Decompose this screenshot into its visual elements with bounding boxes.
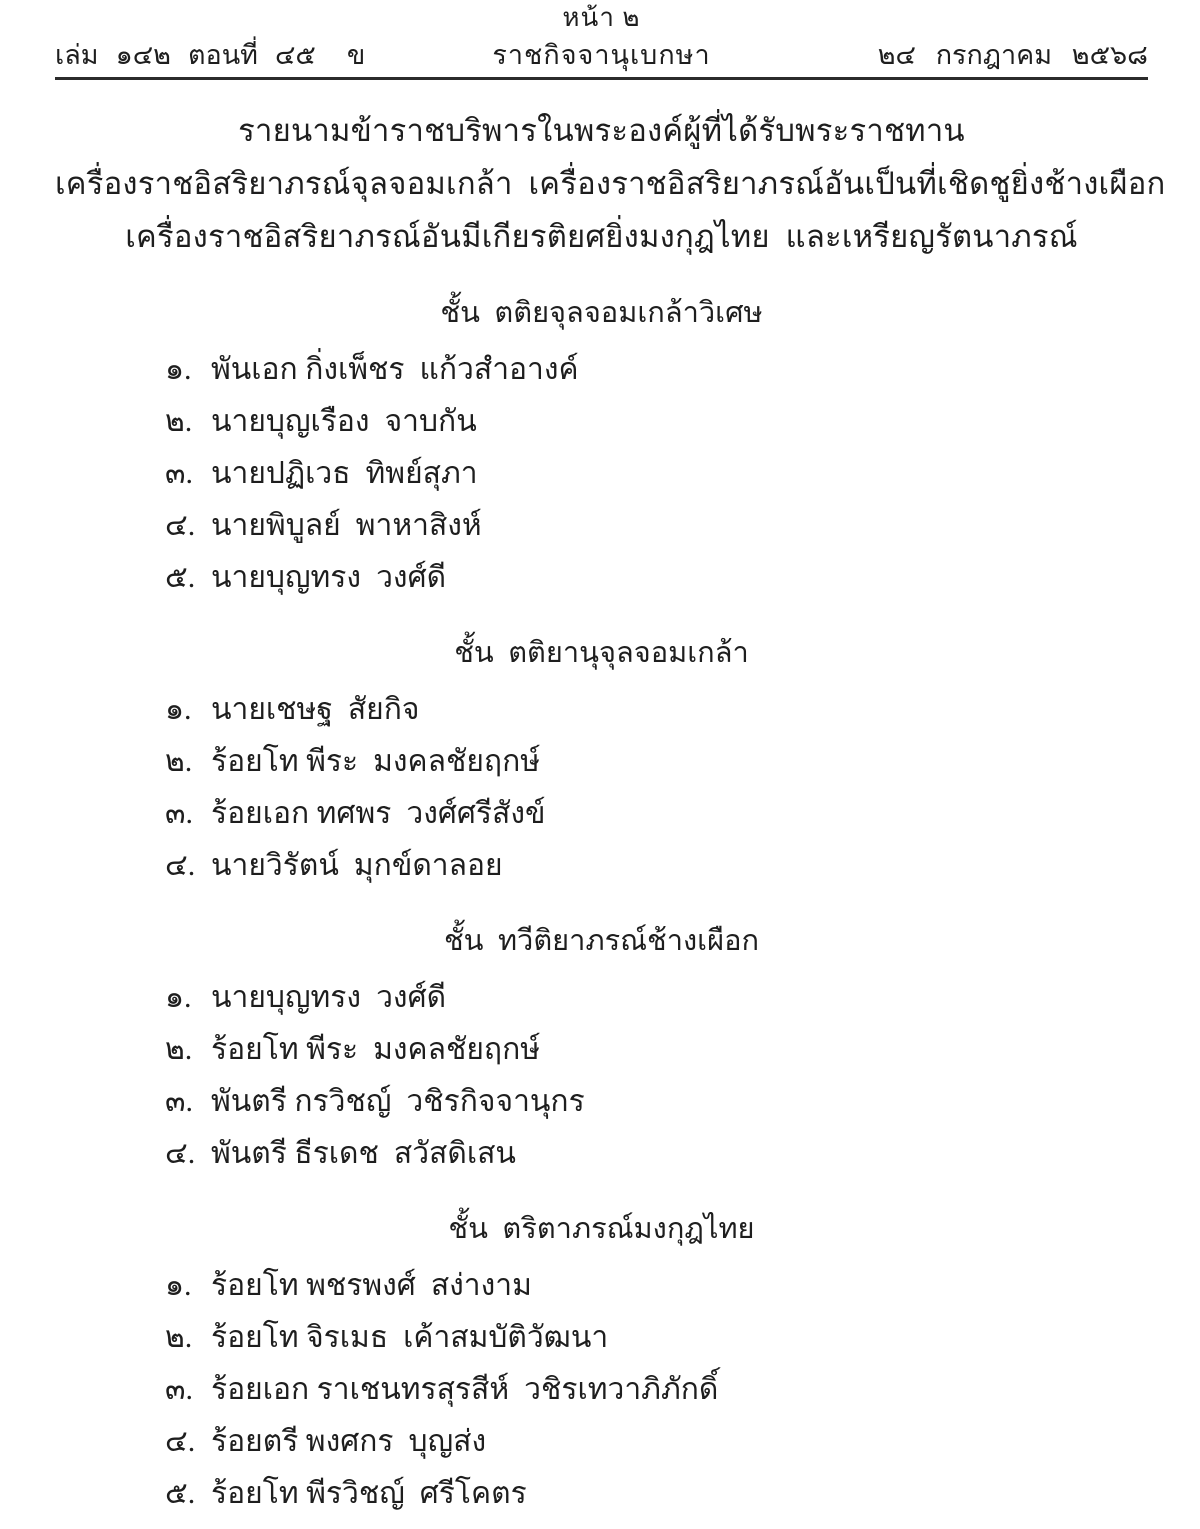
gazette-name: ราชกิจจานุเบกษา	[492, 40, 711, 70]
list-item	[165, 499, 1148, 551]
list-item	[165, 683, 1148, 735]
recipient-name: นายวิรัตน์ มุกข์ดาลอย	[211, 848, 503, 882]
page-number-label: หน้า ๒	[562, 3, 641, 32]
recipient-name: พันเอก กิ่งเพ็ชร แก้วสำอางค์	[211, 352, 579, 386]
masthead	[55, 36, 1148, 74]
recipient-name: ร้อยโท พีระ มงคลชัยฤกษ์	[211, 744, 541, 778]
item-number: ๓.	[165, 1084, 194, 1118]
item-number: ๒.	[165, 1320, 193, 1354]
recipient-name: พันตรี กรวิชญ์ วชิรกิจจานุกร	[211, 1084, 585, 1118]
item-number: ๕.	[165, 1476, 196, 1510]
list-item	[165, 447, 1148, 499]
masthead-divider	[55, 77, 1148, 80]
name-list	[55, 343, 1148, 603]
recipient-name: ร้อยโท พีรวิชญ์ ศรีโคตร	[211, 1476, 527, 1510]
section-tatiya-chulachomklao-wiset	[55, 293, 1148, 603]
list-item	[165, 551, 1148, 603]
list-item	[165, 1415, 1148, 1467]
section-heading: ชั้น ตริตาภรณ์มงกุฎไทย	[448, 1213, 755, 1245]
title-line-1: รายนามข้าราชบริพารในพระองค์ผู้ที่ได้รับพระราชทาน	[238, 113, 965, 148]
part-label: ตอนที่	[187, 40, 258, 70]
section-heading: ชั้น ตติยจุลจอมเกล้าวิเศษ	[440, 297, 763, 329]
recipient-name: นายปฏิเวธ ทิพย์สุภา	[211, 456, 478, 490]
list-item	[165, 1023, 1148, 1075]
name-list	[55, 683, 1148, 891]
item-number: ๒.	[165, 404, 193, 438]
list-item	[165, 1075, 1148, 1127]
recipient-name: พันตรี ธีรเดช สวัสดิเสน	[211, 1136, 516, 1170]
recipient-name: ร้อยโท พชรพงศ์ สง่างาม	[211, 1268, 532, 1302]
part-number: ๔๕	[274, 40, 316, 70]
volume-number: ๑๔๒	[115, 40, 171, 70]
list-item	[165, 395, 1148, 447]
recipient-name: ร้อยโท จิรเมธ เค้าสมบัติวัฒนา	[211, 1320, 609, 1354]
section-tatiyanu-chulachomklao	[55, 633, 1148, 891]
item-number: ๑.	[165, 692, 192, 726]
section-heading: ชั้น ทวีติยาภรณ์ช้างเผือก	[443, 925, 760, 957]
name-list	[55, 1259, 1148, 1519]
section-heading: ชั้น ตติยานุจุลจอมเกล้า	[454, 637, 749, 669]
name-list	[55, 971, 1148, 1179]
section-thawitiyaporn-chang-phueak	[55, 921, 1148, 1179]
recipient-name: นายพิบูลย์ พาหาสิงห์	[211, 508, 482, 542]
recipient-name: นายบุญทรง วงศ์ดี	[211, 560, 447, 594]
recipient-name: ร้อยตรี พงศกร บุญส่ง	[211, 1424, 487, 1458]
list-item	[165, 971, 1148, 1023]
list-item	[165, 839, 1148, 891]
list-item	[165, 1467, 1148, 1519]
item-number: ๒.	[165, 1032, 193, 1066]
item-number: ๔.	[165, 1136, 196, 1170]
volume-part-info	[55, 36, 365, 74]
recipient-name: นายเชษฐ สัยกิจ	[211, 692, 420, 726]
item-number: ๓.	[165, 1372, 194, 1406]
item-number: ๕.	[165, 560, 196, 594]
list-item	[165, 787, 1148, 839]
item-number: ๓.	[165, 796, 194, 830]
item-number: ๔.	[165, 848, 196, 882]
section-tritaporn-mongkut-thai	[55, 1209, 1148, 1519]
recipient-name: ร้อยโท พีระ มงคลชัยฤกษ์	[211, 1032, 541, 1066]
item-number: ๓.	[165, 456, 194, 490]
item-number: ๑.	[165, 1268, 192, 1302]
list-item	[165, 1259, 1148, 1311]
item-number: ๔.	[165, 1424, 196, 1458]
recipient-name: ร้อยเอก ทศพร วงศ์ศรีสังข์	[211, 796, 546, 830]
recipient-name: นายบุญเรือง จาบกัน	[211, 404, 477, 438]
list-item	[165, 1311, 1148, 1363]
list-item	[165, 735, 1148, 787]
document-title	[55, 104, 1166, 263]
publication-date: ๒๔ กรกฎาคม ๒๕๖๘	[877, 40, 1148, 70]
item-number: ๑.	[165, 980, 192, 1014]
recipient-name: ร้อยเอก ราเชนทรสุรสีห์ วชิรเทวาภิภักดิ์	[211, 1372, 719, 1406]
item-number: ๔.	[165, 508, 196, 542]
list-item	[165, 1127, 1148, 1179]
volume-label: เล่ม	[55, 40, 99, 70]
list-item	[165, 1363, 1148, 1415]
recipient-name: นายบุญทรง วงศ์ดี	[211, 980, 447, 1014]
item-number: ๑.	[165, 352, 192, 386]
list-item	[165, 343, 1148, 395]
item-number: ๒.	[165, 744, 193, 778]
section-letter: ข	[346, 40, 366, 70]
title-line-3: เครื่องราชอิสริยาภรณ์อันมีเกียรติยศยิ่งมงกุฎไทย และเหรียญรัตนาภรณ์	[125, 219, 1078, 254]
title-line-2: เครื่องราชอิสริยาภรณ์จุลจอมเกล้า เครื่องราชอิสริยาภรณ์อันเป็นที่เชิดชูยิ่งช้างเผือก	[55, 166, 1166, 201]
